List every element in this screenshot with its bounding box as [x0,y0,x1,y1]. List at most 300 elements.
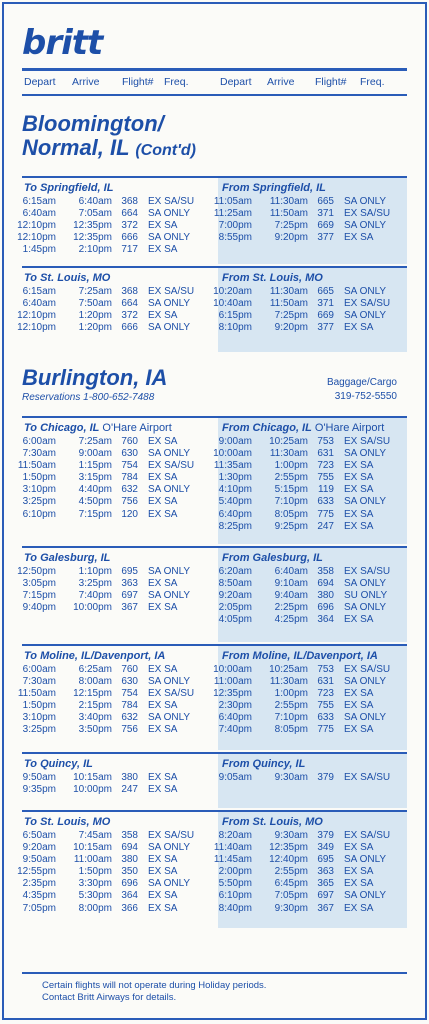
depart-time: 7:05pm [22,902,56,914]
flight-row [200,298,404,310]
frequency: EX SA [148,664,178,675]
flight-number: 754 [121,460,138,472]
flight-number: 695 [121,566,138,577]
flight-row [200,676,404,688]
flight-number: 349 [317,842,334,854]
flight-row [4,472,208,484]
route-section [17,266,407,352]
arrive-time: 3:25pm [78,578,112,590]
flight-row [200,724,404,736]
frequency: EX SA [344,866,374,878]
flight-row [200,578,404,590]
arrive-time: 8:00pm [78,902,112,914]
frequency: EX SA [148,772,178,783]
flight-number: 380 [121,854,138,866]
flight-number: 694 [121,842,138,854]
flight-number: 723 [317,460,334,472]
flight-row [200,460,404,472]
return-route-title: From Chicago, IL O'Hare Airport [222,422,385,434]
flight-number: 753 [317,436,334,447]
arrive-time: 9:20pm [274,232,308,244]
flight-number: 363 [317,866,334,878]
flight-number: 695 [317,854,334,866]
arrive-time: 12:35pm [73,232,112,244]
return-route-title: From Springfield, IL [222,182,326,194]
flight-number: 755 [317,472,334,484]
depart-time: 6:10pm [22,508,56,520]
flight-number: 784 [121,472,138,484]
return-route-title: From St. Louis, MO [222,816,323,828]
depart-time: 11:40am [213,842,252,854]
arrive-time: 3:40pm [78,712,112,724]
frequency: EX SA [148,244,178,256]
depart-time: 3:10pm [22,712,56,724]
depart-time: 11:25am [213,208,252,220]
frequency: EX SA [344,508,374,520]
flight-row [200,196,404,208]
depart-time: 12:55pm [17,866,56,878]
arrive-time: 7:25am [78,286,112,297]
flight-row [4,890,208,902]
flight-number: 120 [121,508,138,520]
flight-row [4,460,208,472]
outbound-route-title: To Galesburg, IL [24,552,111,564]
flight-number: 756 [121,496,138,508]
flight-row [200,208,404,220]
arrive-time: 11:30am [269,286,308,297]
frequency: EX SA [148,902,178,914]
flight-number: 371 [317,298,334,310]
flight-number: 696 [317,602,334,614]
arrive-time: 7:05am [78,208,112,220]
arrive-time: 6:40am [274,566,308,577]
frequency: EX SA [344,232,374,244]
flight-row [4,566,208,578]
arrive-time: 7:25pm [274,220,308,232]
flight-row [4,484,208,496]
depart-time: 11:50am [17,460,56,472]
depart-time: 11:35am [213,460,252,472]
flight-number: 665 [317,196,334,207]
frequency: SA ONLY [344,854,387,866]
arrive-time: 11:30am [269,676,308,688]
frequency: EX SA [344,472,374,484]
route-section [17,416,407,544]
frequency: SA ONLY [148,484,191,496]
frequency: EX SA [148,866,178,878]
arrive-time: 2:15pm [78,700,112,712]
frequency: SA ONLY [148,712,191,724]
baggage-cargo-info: Baggage/Cargo 319-752-5550 [326,377,397,402]
flight-number: 630 [121,676,138,688]
flight-row [4,310,208,322]
depart-time: 9:05am [218,772,252,783]
frequency: SA ONLY [148,676,191,688]
flight-number: 755 [317,700,334,712]
flight-row [4,436,208,448]
arrive-time: 1:20pm [78,322,112,334]
flight-number: 717 [121,244,138,256]
flight-number: 633 [317,496,334,508]
arrive-time: 8:05pm [274,508,308,520]
arrive-time: 4:50pm [78,496,112,508]
flight-number: 754 [121,688,138,700]
outbound-route-title: To St. Louis, MO [24,272,111,284]
flight-row [200,842,404,854]
frequency: EX SA/SU [344,298,391,310]
arrive-time: 6:25am [78,664,112,675]
depart-time: 12:10pm [17,310,56,322]
depart-time: 8:55pm [218,232,252,244]
flight-number: 358 [121,830,138,841]
arrive-time: 9:40am [274,590,308,602]
depart-time: 6:15am [22,196,56,207]
depart-time: 6:15pm [218,310,252,322]
flight-row [200,700,404,712]
flight-number: 366 [121,902,138,914]
arrive-time: 2:10pm [78,244,112,256]
city-title-burlington: Burlington, IA [22,365,168,390]
flight-number: 666 [121,232,138,244]
flight-number: 631 [317,448,334,460]
arrive-time: 9:20pm [274,322,308,334]
col-header-freq-left: Freq. [164,76,189,88]
frequency: EX SA [148,508,178,520]
outbound-route-title: To Chicago, IL O'Hare Airport [24,422,172,434]
depart-time: 7:30am [22,676,56,688]
arrive-time: 9:30am [274,830,308,841]
depart-time: 7:00pm [218,220,252,232]
frequency: EX SA/SU [344,566,391,577]
arrive-time: 11:00am [73,854,112,866]
flight-row [200,484,404,496]
route-section [17,644,407,750]
frequency: SA ONLY [344,602,387,614]
arrive-time: 10:15am [73,772,112,783]
header-divider [22,68,407,71]
outbound-route-title: To St. Louis, MO [24,816,111,828]
flight-number: 358 [317,566,334,577]
outbound-route-title: To Springfield, IL [24,182,114,194]
flight-row [4,878,208,890]
depart-time: 9:50am [22,772,56,783]
flight-number: 372 [121,310,138,322]
depart-time: 6:40am [22,298,56,310]
arrive-time: 3:50pm [78,724,112,736]
arrive-time: 1:50pm [78,866,112,878]
depart-time: 4:35pm [22,890,56,902]
return-route-title: From Galesburg, IL [222,552,323,564]
depart-time: 12:10pm [17,220,56,232]
depart-time: 6:50am [22,830,56,841]
frequency: EX SA [344,460,374,472]
frequency: EX SA [148,890,178,902]
arrive-time: 7:45am [78,830,112,841]
city-title-bloomington: Bloomington/ Normal, IL (Cont'd) [22,111,196,160]
flight-row [4,322,208,334]
return-flights [200,566,404,626]
frequency: EX SA [148,472,178,484]
flight-row [200,509,404,521]
flight-number: 630 [121,448,138,460]
depart-time: 11:05am [213,196,252,207]
depart-time: 3:25pm [22,724,56,736]
flight-row [4,903,208,915]
return-flights [200,772,404,784]
flight-row [200,472,404,484]
frequency: SA ONLY [148,878,191,890]
return-flights [200,830,404,915]
flight-row [4,196,208,208]
flight-row [200,688,404,700]
flight-number: 380 [317,590,334,602]
arrive-time: 8:05pm [274,724,308,736]
depart-time: 10:40am [213,298,252,310]
frequency: EX SA [148,724,178,736]
flight-row [200,232,404,244]
flight-row [4,866,208,878]
frequency: EX SA/SU [344,664,391,675]
depart-time: 8:10pm [218,322,252,334]
return-flights [200,196,404,244]
flight-row [4,602,208,614]
frequency: SA ONLY [344,676,387,688]
flight-row [200,220,404,232]
depart-time: 10:20am [213,286,252,297]
flight-row [4,220,208,232]
frequency: EX SA [344,520,374,532]
depart-time: 12:35pm [213,688,252,700]
frequency: SA ONLY [148,842,191,854]
flight-row [4,784,208,796]
flight-row [200,878,404,890]
frequency: EX SA [344,842,374,854]
arrive-time: 1:10pm [78,566,112,577]
frequency: EX SA [344,614,374,626]
flight-number: 666 [121,322,138,334]
frequency: EX SA [148,496,178,508]
frequency: SA ONLY [344,286,387,297]
depart-time: 7:15pm [22,590,56,602]
depart-time: 8:40pm [218,902,252,914]
arrive-time: 11:30am [269,448,308,460]
arrive-time: 2:55pm [274,472,308,484]
flight-row [200,322,404,334]
outbound-flights [4,772,208,796]
depart-time: 10:00am [213,448,252,460]
route-section [17,546,407,642]
flight-number: 371 [317,208,334,220]
depart-time: 6:10pm [218,890,252,902]
flight-number: 775 [317,508,334,520]
depart-time: 5:50pm [218,878,252,890]
flight-row [4,286,208,298]
flight-row [200,310,404,322]
arrive-time: 11:50am [269,298,308,310]
route-section [22,752,407,808]
return-route-title: From Quincy, IL [222,758,306,770]
reservations-phone: Reservations 1-800-652-7488 [22,392,155,403]
flight-row [4,509,208,521]
arrive-time: 3:15pm [78,472,112,484]
depart-time: 3:05pm [22,578,56,590]
arrive-time: 9:30pm [274,902,308,914]
depart-time: 3:10pm [22,484,56,496]
col-header-depart-right: Depart [220,76,252,88]
depart-time: 6:40pm [218,508,252,520]
col-header-flight-right: Flight# [315,76,347,88]
arrive-time: 5:15pm [274,484,308,496]
frequency: SA ONLY [148,232,191,244]
arrive-time: 9:10am [274,578,308,590]
frequency: EX SA/SU [148,286,195,297]
frequency: SA ONLY [148,298,191,310]
depart-time: 6:00am [22,664,56,675]
flight-row [4,772,208,784]
depart-time: 12:10pm [17,322,56,334]
flight-row [200,590,404,602]
frequency: EX SA/SU [148,688,195,700]
frequency: SA ONLY [148,566,191,577]
depart-time: 11:45am [213,854,252,866]
arrive-time: 11:30am [269,196,308,207]
outbound-route-title: To Quincy, IL [24,758,93,770]
frequency: SU ONLY [344,590,388,602]
return-route-title: From St. Louis, MO [222,272,323,284]
col-header-flight-left: Flight# [122,76,154,88]
depart-time: 6:40pm [218,712,252,724]
flight-row [200,614,404,626]
flight-number: 775 [317,724,334,736]
footer-note: Certain flights will not operate during Holiday periods. Contact Britt Airways for details. [42,980,267,1003]
flight-number: 368 [121,196,138,207]
col-header-freq-right: Freq. [360,76,385,88]
arrive-time: 2:25pm [274,602,308,614]
depart-time: 4:10pm [218,484,252,496]
depart-time: 9:20am [22,842,56,854]
depart-time: 6:40am [22,208,56,220]
flight-row [200,521,404,533]
depart-time: 9:35pm [22,784,56,796]
depart-time: 2:05pm [218,602,252,614]
flight-number: 756 [121,724,138,736]
arrive-time: 1:00pm [274,688,308,700]
flight-number: 723 [317,688,334,700]
flight-row [4,688,208,700]
column-header-divider [22,94,407,96]
flight-number: 753 [317,664,334,675]
flight-number: 784 [121,700,138,712]
flight-row [4,830,208,842]
frequency: SA ONLY [344,578,387,590]
arrive-time: 4:40pm [78,484,112,496]
arrive-time: 10:25am [269,436,308,447]
depart-time: 2:00pm [218,866,252,878]
flight-number: 669 [317,310,334,322]
frequency: SA ONLY [344,890,387,902]
arrive-time: 7:50am [78,298,112,310]
arrive-time: 11:50am [269,208,308,220]
return-flights [200,664,404,737]
flight-number: 664 [121,298,138,310]
return-flights [200,436,404,533]
flight-number: 665 [317,286,334,297]
depart-time: 8:20am [218,830,252,841]
outbound-flights [4,566,208,614]
frequency: EX SA/SU [148,196,195,207]
timetable-page [2,2,427,1020]
flight-number: 247 [121,784,138,796]
frequency: EX SA/SU [344,436,391,447]
footer [22,972,407,1004]
frequency: EX SA [148,854,178,866]
frequency: SA ONLY [148,448,191,460]
arrive-time: 12:35pm [73,220,112,232]
flight-number: 364 [317,614,334,626]
flight-row [4,244,208,256]
flight-row [200,496,404,508]
frequency: SA ONLY [148,322,191,334]
frequency: EX SA/SU [148,830,195,841]
flight-row [200,890,404,902]
frequency: SA ONLY [344,448,387,460]
flight-number: 377 [317,232,334,244]
arrive-time: 5:30pm [78,890,112,902]
flight-row [200,830,404,842]
depart-time: 11:50am [17,688,56,700]
flight-row [200,712,404,724]
depart-time: 6:00am [22,436,56,447]
frequency: SA ONLY [344,196,387,207]
arrive-time: 7:10pm [274,712,308,724]
flight-number: 350 [121,866,138,878]
flight-row [4,578,208,590]
depart-time: 12:50pm [17,566,56,577]
flight-row [200,664,404,676]
arrive-time: 4:25pm [274,614,308,626]
depart-time: 7:40pm [218,724,252,736]
flight-number: 632 [121,484,138,496]
flight-number: 365 [317,878,334,890]
flight-number: 632 [121,712,138,724]
arrive-time: 2:55pm [274,700,308,712]
return-flights [200,286,404,334]
outbound-flights [4,436,208,521]
arrive-time: 9:00am [78,448,112,460]
flight-row [4,676,208,688]
arrive-time: 1:20pm [78,310,112,322]
route-section [17,176,407,264]
arrive-time: 7:40pm [78,590,112,602]
flight-number: 367 [317,902,334,914]
flight-number: 377 [317,322,334,334]
flight-number: 697 [317,890,334,902]
frequency: SA ONLY [344,310,387,322]
arrive-time: 7:25pm [274,310,308,322]
depart-time: 12:10pm [17,232,56,244]
flight-number: 379 [317,772,334,783]
outbound-flights [4,286,208,334]
depart-time: 1:30pm [218,472,252,484]
flight-number: 760 [121,664,138,675]
flight-row [4,208,208,220]
flight-number: 669 [317,220,334,232]
flight-number: 694 [317,578,334,590]
arrive-time: 1:00pm [274,460,308,472]
col-header-arrive-right: Arrive [267,76,295,88]
depart-time: 7:30am [22,448,56,460]
depart-time: 10:00am [213,664,252,675]
